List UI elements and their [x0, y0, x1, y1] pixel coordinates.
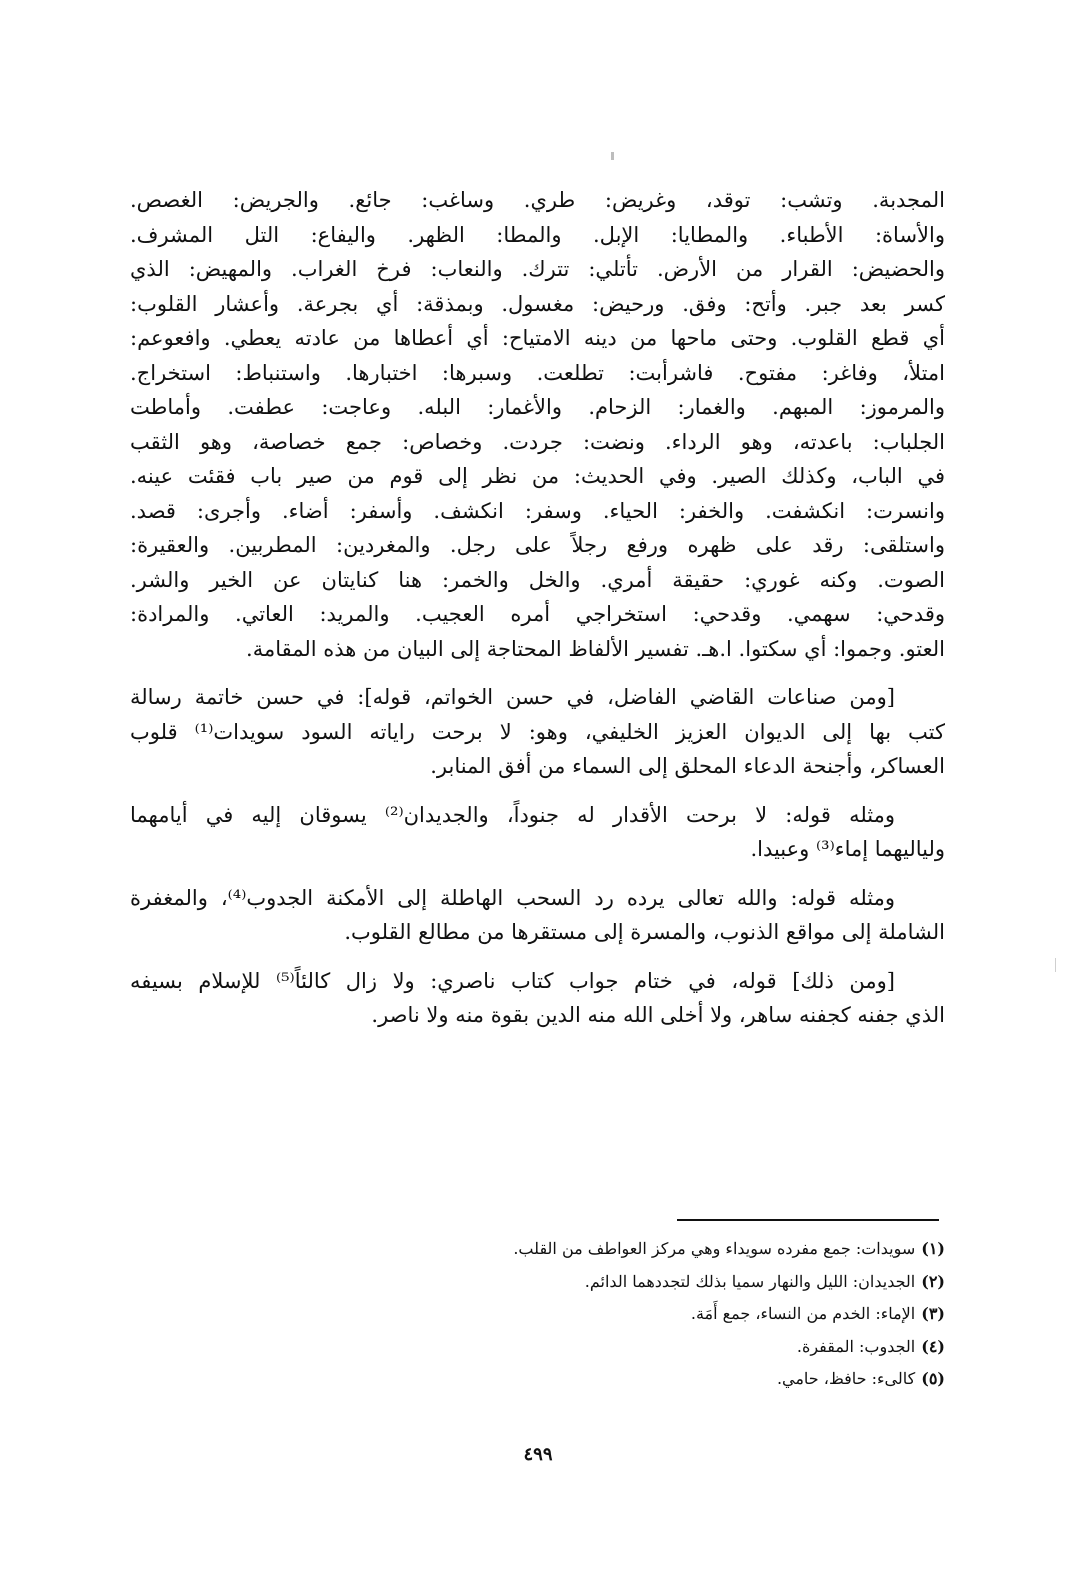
- paragraph-example-3: [130, 964, 945, 1033]
- text-line: والمرموز: المبهم. والغمار: الزحام. والأغمار: البله. وعاجت: عطفت. وأماطت: [130, 395, 945, 419]
- footnote-number: (١): [921, 1239, 945, 1258]
- text-line: المجدبة. وتشب: توقد، وغريض: طري. وساغب: جائع. والجريض: الغصص.: [130, 188, 945, 212]
- paragraph-example-1: [130, 798, 945, 867]
- footnote-text: كالىء: حافظ، حامي.: [776, 1369, 916, 1388]
- text-line: وانسرت: انكشفت. والخفر: الحياء. وسفر: انكشف. وأسفر: أضاء. وأجرى: قصد.: [130, 498, 945, 523]
- text-line: العساكر، وأجنحة الدعاء المحلق إلى السماء من أفق المنابر.: [430, 754, 945, 778]
- footnote-text: سويدات: جمع مفرده سويداء وهي مركز العواطف من القلب.: [513, 1239, 916, 1258]
- text-line: الذي جفنه كجفنه ساهر، ولا أخلى الله منه الدين بقوة منه ولا ناصر.: [371, 1003, 945, 1027]
- scan-edge-speck: [1055, 958, 1056, 972]
- footnote-item: [130, 1266, 945, 1299]
- footnote-number: (٥): [921, 1369, 945, 1388]
- text-line: الشاملة إلى مواقع الذنوب، والمسرة إلى مستقرها من مطالع القلوب.: [344, 920, 945, 944]
- paragraph-closing-letter: [130, 680, 945, 784]
- footnotes: [130, 1233, 945, 1396]
- footnote-number: (٤): [921, 1336, 945, 1356]
- text-line: في الباب، وكذلك الصير. وفي الحديث: من نظر إلى قوم من صير باب فقئت عينه.: [130, 464, 945, 488]
- footnote-item: [130, 1298, 945, 1331]
- paragraph-example-2: [130, 881, 945, 950]
- footnote-item: [130, 1363, 945, 1396]
- glossary-paragraph: [130, 183, 945, 666]
- text-line: كسر بعد جبر. وأتح: وفق. ورحيض: مغسول. وبمذقة: أي بجرعة. وأعشار القلوب:: [130, 291, 945, 316]
- text-line: الصوت. وكنه غوري: حقيقة أمري. والخل والخمر: هنا كنايتان عن الخير والشر.: [130, 567, 945, 592]
- footnote-item: [130, 1233, 945, 1266]
- footnote-text: الإماء: الخدم من النساء، جمع أَمَة.: [690, 1304, 916, 1323]
- footnote-number: (٢): [921, 1271, 945, 1291]
- text-line: ومثله قوله: والله تعالى يرده رد السحب الهاطلة إلى الأمكنة الجدوب⁽⁴⁾، والمغفرة: [130, 885, 895, 910]
- text-line: والحضيض: القرار من الأرض. تأتلي: تترك. والنعاب: فرخ الغراب. والمهيض: الذي: [130, 257, 945, 281]
- footnote-separator: [677, 1219, 939, 1221]
- text-line: كتب بها إلى الديوان العزيز الخليفي، وهو: لا برحت راياته السود سويدات⁽¹⁾ قلوب: [130, 719, 945, 744]
- text-line: واستلقى: رقد على ظهره ورفع رجلاً على رجل. والمغردين: المطربين. والعقيرة:: [130, 533, 945, 557]
- text-line: الجلباب: باعدته، وهو الرداء. ونضت: جردت. وخصاص: جمع خصاصة، وهو الثقب: [130, 429, 945, 454]
- footnote-item: [130, 1331, 945, 1364]
- text-line: ومثله قوله: لا برحت الأقدار له جنوداً، والجديدان⁽²⁾ يسوقان إليه في أيامهما: [130, 802, 896, 827]
- text-line: [ومن ذلك] قوله، في ختام جواب كتاب ناصري: ولا زال كالئاً⁽⁵⁾ للإسلام بسيفه: [130, 968, 895, 993]
- text-line: أي قطع القلوب. وحتى ماحها من دينه الامتياح: أي أعطاها من عادته يعطي. وافعوعم:: [130, 326, 945, 350]
- footnote-number: (٣): [921, 1304, 945, 1323]
- scan-speck: [611, 152, 614, 160]
- text-line: وقدحي: سهمي. وقدحي: استخراجي أمره العجيب. والمريد: العاتي. والمرادة:: [130, 602, 945, 626]
- text-line: والأساة: الأطباء. والمطايا: الإبل. والمطا: الظهر. واليفاع: التل المشرف.: [130, 222, 945, 247]
- text-line: ولياليهما إماء⁽³⁾ وعبيدا.: [750, 837, 945, 861]
- footnote-text: الجدوب: المقفرة.: [796, 1336, 916, 1356]
- text-line: [ومن صناعات القاضي الفاضل، في حسن الخواتم، قوله]: في حسن خاتمة رسالة: [130, 685, 895, 709]
- text-line: امتلأ، وفاغر: مفتوح. فاشرأبت: تطلعت. وسبرها: اختبارها. واستنباط: استخراج.: [130, 360, 945, 385]
- text-line: العتو. وجموا: أي سكتوا. ا.هـ. تفسير الألفاظ المحتاجة إلى البيان من هذه المقامة.: [246, 636, 945, 661]
- page-number: ٤٩٩: [523, 1444, 553, 1465]
- main-text: [130, 183, 945, 1033]
- footnote-text: الجديدان: الليل والنهار سميا بذلك لتجددهما الدائم.: [584, 1271, 916, 1291]
